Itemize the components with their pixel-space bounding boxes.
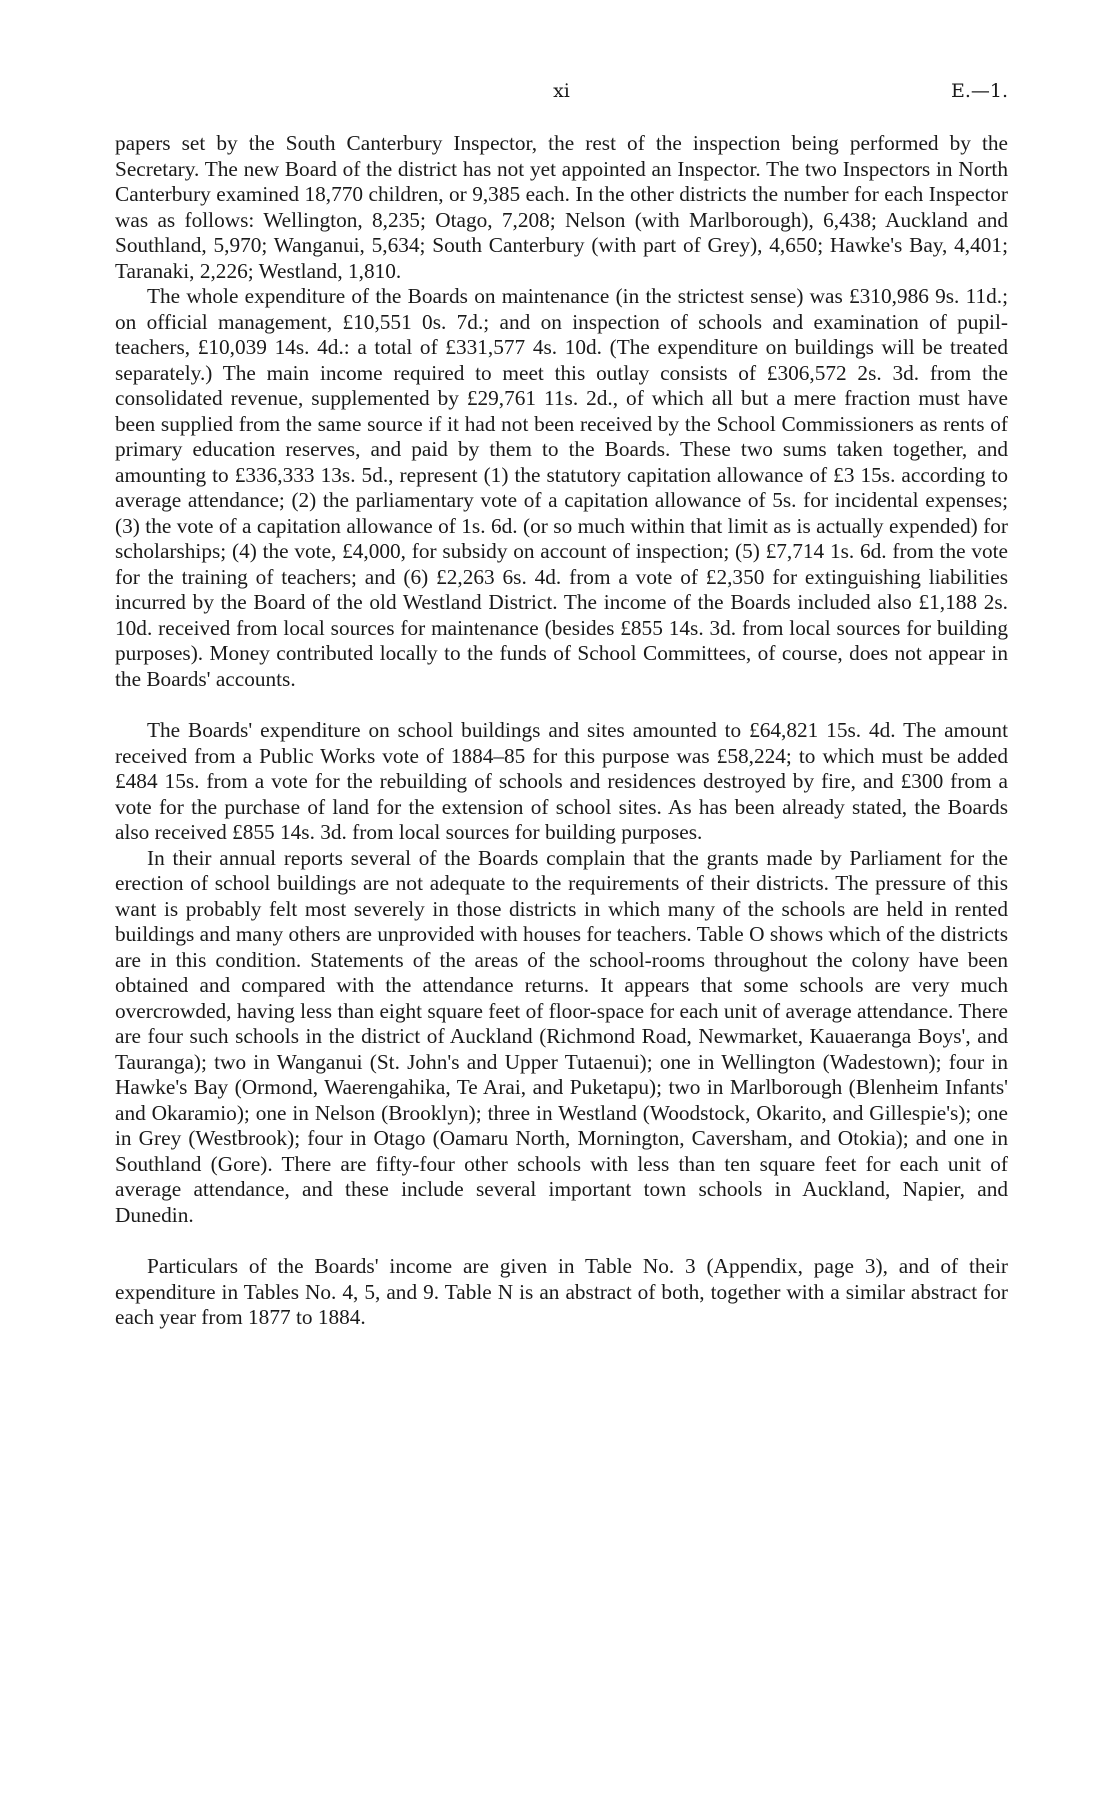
page-number: xi	[553, 80, 570, 102]
paragraph-income-tables: Particulars of the Boards' income are given in Table No. 3 (Appendix, page 3), and of their expenditure in Tables No. 4, 5, and 9. Table N is an abstract of both, together with a similar abstract for each year from 1877 to 1884.	[115, 1254, 1008, 1329]
paragraph-buildings-expenditure: The Boards' expenditure on school buildings and sites amounted to £64,821 15s. 4d. The amount received from a Public Works vote of 1884–85 for this purpose was £58,224; to which must be added £484 15s. from a vote for the rebuilding of schools and residences destroyed by fire, and £300 from a vote for the purchase of land for the extension of school sites. As has been already stated, the Boards also received £855 14s. 3d. from local sources for building purposes.	[115, 718, 1008, 844]
body-text	[115, 131, 1008, 1331]
paragraph-inspectors: papers set by the South Canterbury Inspector, the rest of the inspection being performed by the Secretary. The new Board of the district has not yet appointed an Inspector. The two Inspectors in North Canterbury examined 18,770 children, or 9,385 each. In the other districts the number for each Inspector was as follows: Wellington, 8,235; Otago, 7,208; Nelson (with Marlborough), 6,438; Auckland and Southland, 5,970; Wanganui, 5,634; South Canterbury (with part of Grey), 4,650; Hawke's Bay, 4,401; Taranaki, 2,226; Westland, 1,810.	[115, 131, 1008, 283]
paragraph-maintenance-expenditure: The whole expenditure of the Boards on maintenance (in the strictest sense) was £310,986 9s. 11d.; on official management, £10,551 0s. 7d.; and on inspection of schools and examination of pupil-teachers, £10,039 14s. 4d.: a total of £331,577 4s. 10d. (The expenditure on buildings will be treated separately.) The main income required to meet this outlay consists of £306,572 2s. 3d. from the consolidated revenue, supplemented by £29,761 11s. 2d., of which all but a mere fraction must have been supplied from the same source if it had not been received by the School Commissioners as rents of primary education reserves, and paid by them to the Boards. These two sums taken together, and amounting to £336,333 13s. 5d., represent (1) the statutory capitation allowance of £3 15s. according to average attendance; (2) the parliamentary vote of a capitation allowance of 5s. for incidental expenses; (3) the vote of a capitation allowance of 1s. 6d. (or so much within that limit as is actually expended) for scholarships; (4) the vote, £4,000, for subsidy on account of inspection; (5) £7,714 1s. 6d. from the vote for the training of teachers; and (6) £2,263 6s. 4d. from a vote of £2,350 for extinguishing liabilities incurred by the Board of the old Westland District. The income of the Boards included also £1,188 2s. 10d. received from local sources for maintenance (besides £855 14s. 3d. from local sources for building purposes). Money contributed locally to the funds of School Committees, of course, does not appear in the Boards' accounts.	[115, 284, 1008, 691]
document-reference: E.—1.	[950, 80, 1008, 102]
page-header	[115, 80, 1008, 110]
paragraph-building-grants: In their annual reports several of the Boards complain that the grants made by Parliament for the erection of school buildings are not adequate to the requirements of their districts. The pressure of this want is probably felt most severely in those districts in which many of the schools are held in rented buildings and many others are unprovided with houses for teachers. Table O shows which of the districts are in this condition. Statements of the areas of the school-rooms throughout the colony have been obtained and compared with the attendance returns. It appears that some schools are very much overcrowded, having less than eight square feet of floor-space for each unit of average attendance. There are four such schools in the district of Auckland (Richmond Road, Newmarket, Kauaeranga Boys', and Tauranga); two in Wanganui (St. John's and Upper Tutaenui); one in Wellington (Wadestown); four in Hawke's Bay (Ormond, Waerengahika, Te Arai, and Puketapu); two in Marlborough (Blenheim Infants' and Okaramio); one in Nelson (Brooklyn); three in Westland (Woodstock, Okarito, and Gillespie's); one in Grey (Westbrook); four in Otago (Oamaru North, Mornington, Caversham, and Otokia); and one in Southland (Gore). There are fifty-four other schools with less than ten square feet for each unit of average attendance, and these include several important town schools in Auckland, Napier, and Dunedin.	[115, 845, 1008, 1227]
